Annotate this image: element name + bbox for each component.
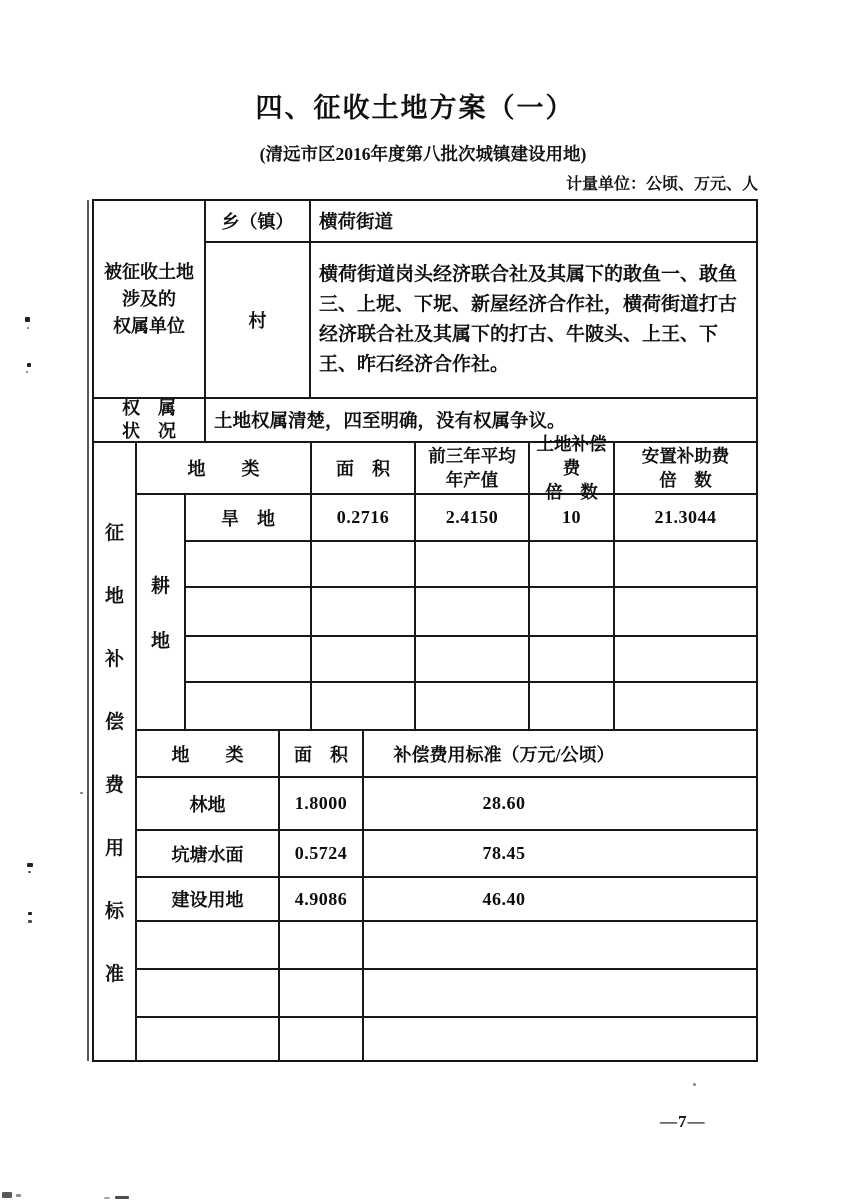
- table-cell: 28.60: [364, 778, 756, 831]
- scan-speck: [27, 363, 31, 367]
- header-compensation-standard: 补偿费用标准（万元/公顷）: [364, 731, 756, 778]
- table-cell: [186, 637, 312, 683]
- table-cell: [280, 1018, 364, 1060]
- header-area: 面 积: [312, 443, 416, 495]
- other-land-table: [137, 731, 756, 1060]
- land-expropriation-table: [92, 199, 758, 1062]
- scan-mark: [16, 1194, 21, 1197]
- scan-speck: [28, 912, 32, 915]
- table-cell: [137, 970, 280, 1018]
- table-cell: [364, 970, 756, 1018]
- table-cell: [186, 542, 312, 588]
- table-cell: [312, 637, 416, 683]
- scan-speck: [26, 371, 28, 373]
- scan-edge-line: [87, 200, 89, 1061]
- page-title: 四、征收土地方案（一）: [255, 93, 575, 123]
- table-cell: [416, 637, 530, 683]
- ownership-row-label: [94, 201, 206, 399]
- table-cell: 0.5724: [280, 831, 364, 878]
- ownership-label-line1: 被征收土地: [104, 261, 194, 282]
- table-cell: [416, 588, 530, 637]
- township-value-cell: 横荷街道: [311, 201, 756, 243]
- scan-mark: [115, 1196, 129, 1199]
- table-cell: [364, 922, 756, 970]
- table-cell: [186, 683, 312, 731]
- table-cell: 21.3044: [615, 495, 756, 542]
- table-cell: [615, 542, 756, 588]
- table-cell: [364, 1018, 756, 1060]
- table-cell: [416, 683, 530, 731]
- header-area: 面 积: [280, 731, 364, 778]
- tenure-label-line1: 权 属: [122, 398, 176, 418]
- scan-speck: [25, 317, 30, 322]
- tenure-status-value-cell: 土地权属清楚，四至明确，没有权属争议。: [206, 399, 756, 443]
- header-avg-annual-output: 前三年平均 年产值: [416, 443, 530, 495]
- table-cell: [530, 637, 615, 683]
- table-cell: 4.9086: [280, 878, 364, 922]
- ownership-label-line3: 权属单位: [113, 315, 185, 336]
- scan-speck: [693, 1083, 696, 1086]
- scan-speck: [28, 871, 31, 873]
- table-cell: [186, 588, 312, 637]
- table-cell: [280, 970, 364, 1018]
- table-cell: [615, 683, 756, 731]
- table-cell: 坑塘水面: [137, 831, 280, 878]
- scan-speck: [27, 327, 29, 329]
- measurement-unit-note: 计量单位：公顷、万元、人: [565, 176, 758, 193]
- table-cell: [615, 637, 756, 683]
- page-subtitle: (清远市区2016年度第八批次城镇建设用地): [259, 144, 587, 164]
- table-cell: 0.2716: [312, 495, 416, 542]
- scan-speck: [28, 920, 32, 923]
- table-cell: 1.8000: [280, 778, 364, 831]
- table-cell: [416, 542, 530, 588]
- compensation-tables: [137, 434, 756, 1060]
- table-cell: [530, 683, 615, 731]
- scan-mark: [2, 1192, 12, 1198]
- table-cell: 2.4150: [416, 495, 530, 542]
- township-label-cell: 乡（镇）: [206, 201, 311, 243]
- table-cell: [530, 588, 615, 637]
- table-cell: [312, 542, 416, 588]
- table-cell: [615, 588, 756, 637]
- page-number: —7—: [660, 1112, 706, 1131]
- header-land-type: 地 类: [137, 731, 280, 778]
- cultivated-land-group-label: 耕 地: [137, 495, 186, 731]
- ownership-section: [94, 201, 756, 443]
- scan-speck: [80, 792, 83, 794]
- scan-mark: [104, 1197, 110, 1199]
- table-cell: 78.45: [364, 831, 756, 878]
- header-resettlement-subsidy-multiple: 安置补助费 倍 数: [615, 443, 756, 495]
- table-cell: 建设用地: [137, 878, 280, 922]
- table-cell: 10: [530, 495, 615, 542]
- table-cell: [137, 922, 280, 970]
- table-cell: 旱 地: [186, 495, 312, 542]
- tenure-label-line2: 状 况: [122, 421, 176, 441]
- compensation-section: [94, 434, 756, 1060]
- cultivated-land-table: [137, 434, 756, 731]
- ownership-label-line2: 涉及的: [122, 288, 176, 309]
- header-land-type: 地 类: [137, 443, 312, 495]
- village-value-cell: 横荷街道岗头经济联合社及其属下的敢鱼一、敢鱼三、上坭、下坭、新屋经济合作社，横荷街道打古经济联合社及其属下的打古、牛陂头、上王、下王、昨石经济合作社。: [311, 243, 756, 399]
- table-cell: [312, 588, 416, 637]
- table-cell: [530, 542, 615, 588]
- table-cell: 林地: [137, 778, 280, 831]
- village-label-cell: 村: [206, 243, 311, 399]
- tenure-status-label-cell: [94, 399, 206, 443]
- table-cell: [312, 683, 416, 731]
- compensation-section-vertical-label: 征 地 补 偿 费 用 标 准: [94, 443, 137, 1060]
- scan-speck: [27, 863, 33, 867]
- table-cell: [137, 1018, 280, 1060]
- header-land-compensation-multiple: 土地补偿费 倍 数: [530, 443, 615, 495]
- table-cell: [280, 922, 364, 970]
- table-cell: 46.40: [364, 878, 756, 922]
